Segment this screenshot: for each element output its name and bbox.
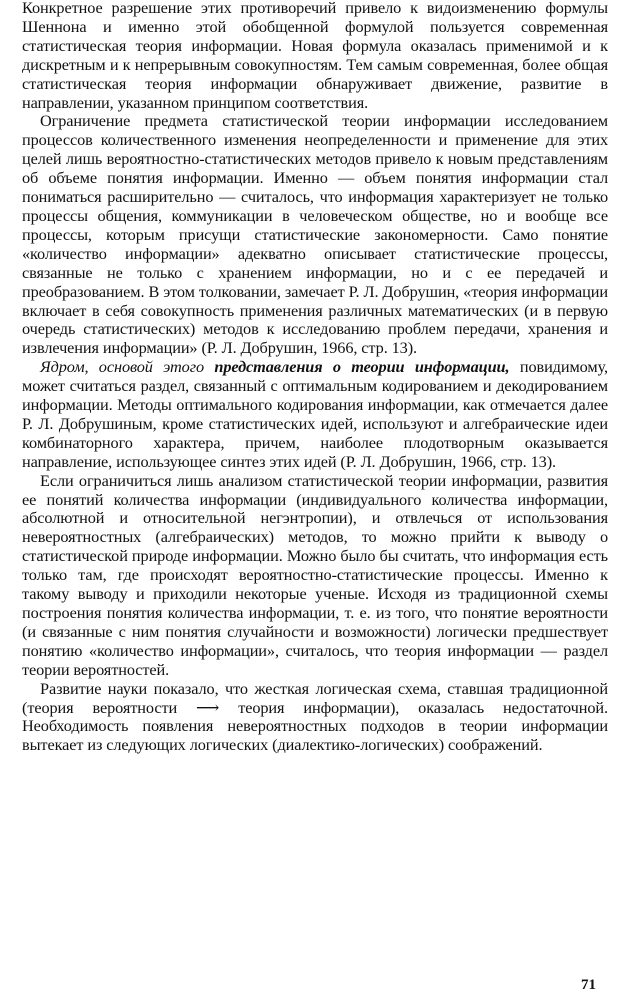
paragraph-1: Конкретное разрешение этих противоречий привело к видоизменению формулы Шеннона и именно этой обобщенной формулой пользуется современная статистическая теория информации. Новая формула оказалась применимой и к дискретным и к непрерывным совокупностям. Тем самым современная, более общая статистическая теория информации обнаруживает движение, развитие в направлении, указанном принципом соответствия. bbox=[22, 0, 608, 112]
paragraph-3-lead-italic: Ядром, основой этого bbox=[40, 357, 215, 377]
paragraph-4: Если ограничиться лишь анализом статистической теории информации, развития ее понятий количества информации (индивидуального количества информации, абсолютной и относительной негэнтропии), и отвлечься от использования невероятностных (алгебраических) методов, то можно прийти к выводу о статистической природе информации. Можно было бы считать, что информация есть только там, где происходят вероятностно-статистические процессы. Именно к такому выводу и приходили некоторые ученые. Исходя из традиционной схемы построения понятия количества информации, т. е. из того, что понятие вероятности (и связанные с ним понятия случайности и возможности) логически предшествует понятию «количество информации», считалось, что теория информации — раздел теории вероятностей. bbox=[22, 470, 608, 679]
paragraph-3-text: повидимому, может считаться раздел, связанный с оптимальным кодированием и декодированием информации. Методы оптимального кодирования информации, как отмечается далее Р. Л. Добрушиным, кроме статистических идей, используют и алгебраические идеи комбинаторного характера, причем, наиболее плодотворным оказывается направление, использующее синтез этих идей (Р. Л. Добрушин, 1966, стр. 13). bbox=[22, 357, 608, 471]
paragraph-2: Ограничение предмета статистической теории информации исследованием процессов количественного изменения неопределенности и применение для этих целей лишь вероятностно-статистических методов привело к новым представлениям об объеме понятия информации. Именно — объем понятия информации стал пониматься расширительно — считалось, что информация характеризует не только процессы общения, коммуникации в человеческом обществе, но и вообще все процессы, которым присущи статистические закономерности. Само понятие «количество информации» адекватно описывает статистические процессы, связанные не только с хранением информации, но и с ее передачей и преобразованием. В этом толковании, замечает Р. Л. Добрушин, «теория информации включает в себя совокупность применения различных математических (и в первую очередь статистических) методов к исследованию проблем передачи, хранения и извлечения информации» (Р. Л. Добрушин, 1966, стр. 13). bbox=[22, 111, 608, 358]
paragraph-3 bbox=[22, 358, 608, 471]
page-number: 71 bbox=[581, 977, 596, 993]
body-text bbox=[22, 0, 608, 755]
paragraph-3-lead-emphasis: представления о теории информации, bbox=[214, 357, 510, 377]
paragraph-5: Развитие науки показало, что жесткая логическая схема, ставшая традиционной (теория вероятности ⟶ теория информации), оказалась недостаточной. Необходимость появления невероятностных подходов в теории информации вытекает из следующих логических (диалектико-логических) соображений. bbox=[22, 678, 608, 755]
